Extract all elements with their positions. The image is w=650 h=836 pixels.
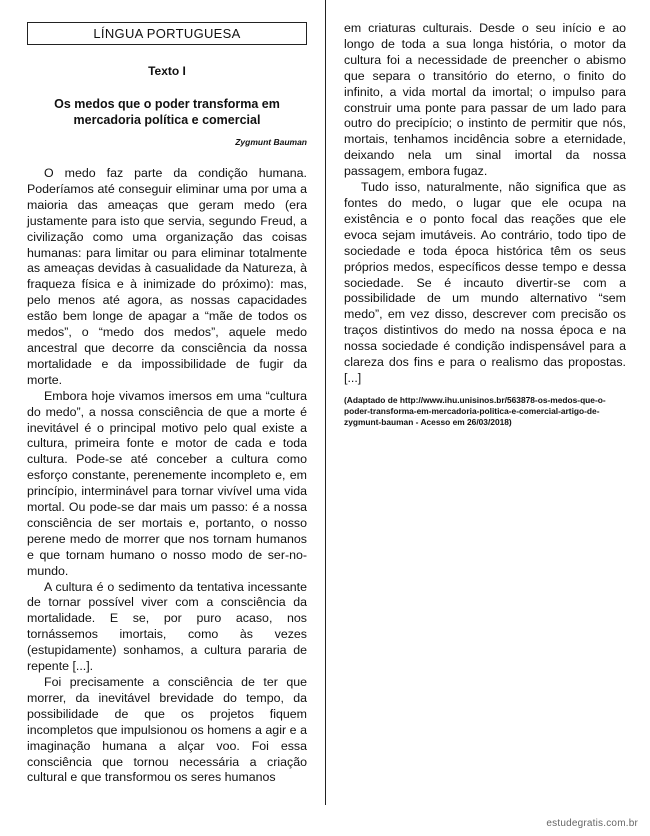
paragraph: Foi precisamente a consciência de ter que morrer, da inevitável brevidade do tempo, da possibilidade de que os projetos fiquem incompletos que impulsionou os homens a agir e a imaginação humana a alçar voo. Foi essa consciência que tornou necessária a criação cultural e que transformou os seres humanos — [27, 675, 307, 785]
article-body-left — [27, 166, 307, 786]
paragraph: Tudo isso, naturalmente, não significa que as fontes do medo, o lugar que ele ocupa na existência e o ponto focal das reações que ele evoca sejam imutáveis. Ao contrário, todo tipo de sociedade e toda época histórica têm os seus próprios medos, específicos desse tempo e dessa sociedade. Se é incauto divertir-se com a possibilidade de um mundo alternativo “sem medo”, em vez disso, descrever com precisão os traços distintivos do medo na nossa época e na nossa sociedade é condição indispensável para a clareza dos fins e para o realismo das propostas. [...] — [344, 180, 626, 385]
right-column — [344, 21, 626, 428]
left-column — [27, 22, 307, 786]
site-watermark: estudegratis.com.br — [546, 818, 638, 829]
paragraph: A cultura é o sedimento da tentativa incessante de tornar possível viver com a consciência da mortalidade. E se, por puro acaso, nos tornássemos imortais, como às vezes (estupidamente) sonhamos, a cultura pararia de repente [...]. — [27, 579, 307, 674]
article-author: Zygmunt Bauman — [235, 137, 307, 147]
article-body-right — [344, 21, 626, 387]
paragraph: O medo faz parte da condição humana. Poderíamos até conseguir eliminar uma por uma a maioria das ameaças que geram medo (era justamente para isto que servia, segundo Freud, a civilização como uma organização das coisas humanas: para limitar ou para eliminar totalmente as ameaças devidas à casualidade da Natureza, à fraqueza física e à inimizade do próximo): mas, pelo menos até agora, as nossas capacidades estão bem longe de apagar a “mãe de todos os medos”, o “medo dos medos”, aquele medo ancestral que decorre da consciência da nossa mortalidade e da impossibilidade de fugir da morte. — [27, 166, 307, 387]
column-divider — [325, 0, 326, 805]
article-headline: Os medos que o poder transforma em mercadoria política e comercial — [54, 97, 280, 127]
paragraph-continuation: em criaturas culturais. Desde o seu início e ao longo de toda a sua longa história, o motor da cultura foi a necessidade de preencher o abismo que separa o transitório do eterno, o finito do infinito, a vida mortal da imortal; o impulso para construir uma ponte para passar de um lado para outro do precipício; o instinto de permitir que nós, mortais, tenhamos incidência sobre a eternidade, deixando nela um sinal imortal da nossa passagem, embora fugaz. — [344, 21, 626, 179]
paragraph: Embora hoje vivamos imersos em uma “cultura do medo”, a nossa consciência de que a morte é inevitável é o principal motivo pelo qual existe a cultura, primeira fonte e motor de cada e toda cultura. Pode-se até conceber a cultura como esforço constante, perenemente incompleto e, em princípio, interminável para tornar vivível uma vida mortal. Ou pode-se dar mais um passo: é a nossa consciência de ser mortais e, portanto, o nosso perene medo de morrer que nos tornam humanos e que tornam humano o nosso modo de ser-no-mundo. — [27, 388, 307, 578]
text-label: Texto I — [148, 64, 186, 78]
subject-header: LÍNGUA PORTUGUESA — [27, 22, 307, 45]
source-citation: (Adaptado de http://www.ihu.unisinos.br/563878-os-medos-que-o-poder-transforma-em-mercadoria-politica-e-comercial-artigo-de-zygmunt-bauman - Acesso em 26/03/2018) — [344, 394, 606, 427]
